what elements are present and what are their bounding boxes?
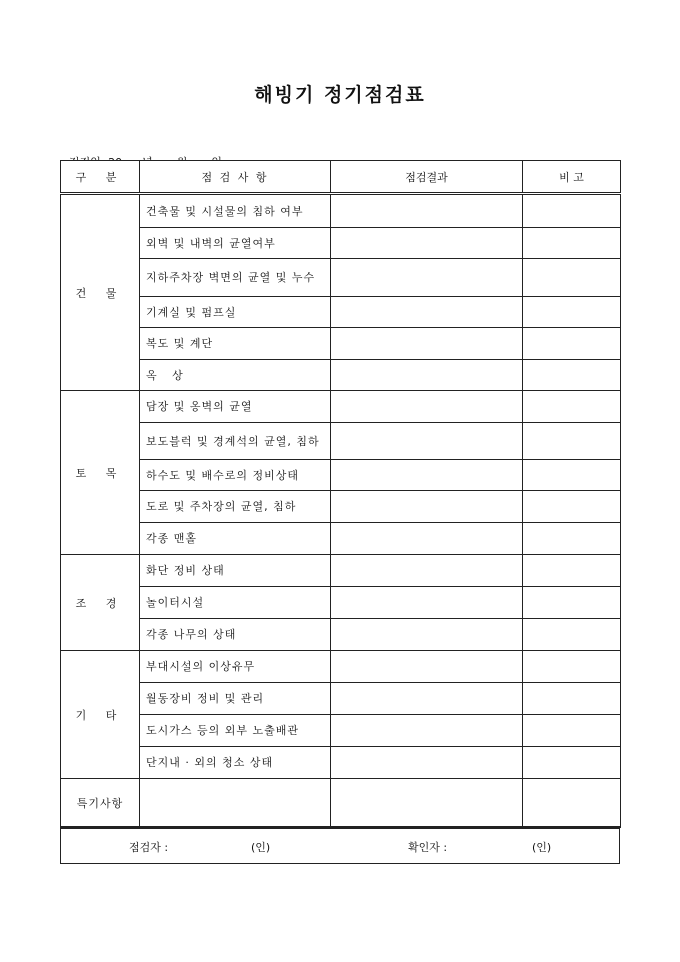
note-cell[interactable]	[523, 423, 621, 460]
special-notes-cell[interactable]	[331, 779, 523, 828]
note-cell[interactable]	[523, 259, 621, 297]
result-cell[interactable]	[331, 715, 523, 747]
check-item: 도시가스 등의 외부 노출배관	[140, 715, 331, 747]
check-item: 담장 및 옹벽의 균열	[140, 391, 331, 423]
table-row	[61, 391, 621, 423]
category-building: 건 물	[61, 194, 140, 391]
note-cell[interactable]	[523, 555, 621, 587]
special-notes-row	[61, 779, 621, 828]
special-notes-label: 특기사항	[61, 779, 140, 828]
inspection-table	[60, 160, 621, 828]
note-cell[interactable]	[523, 391, 621, 423]
check-item: 각종 맨홀	[140, 523, 331, 555]
table-row	[61, 587, 621, 619]
check-item: 기계실 및 펌프실	[140, 297, 331, 328]
page-title: 해빙기 정기점검표	[254, 84, 426, 106]
check-item: 단지내 · 외의 청소 상태	[140, 747, 331, 779]
category-civil: 토 목	[61, 391, 140, 555]
result-cell[interactable]	[331, 328, 523, 360]
check-item: 하수도 및 배수로의 정비상태	[140, 460, 331, 491]
note-cell[interactable]	[523, 491, 621, 523]
note-cell[interactable]	[523, 228, 621, 259]
result-cell[interactable]	[331, 683, 523, 715]
table-row	[61, 228, 621, 259]
note-cell[interactable]	[523, 747, 621, 779]
table-row	[61, 360, 621, 391]
note-cell[interactable]	[523, 360, 621, 391]
result-cell[interactable]	[331, 297, 523, 328]
check-item: 부대시설의 이상유무	[140, 651, 331, 683]
inspector-label: 점검자 :	[129, 841, 169, 854]
table-row	[61, 297, 621, 328]
table-row	[61, 423, 621, 460]
result-cell[interactable]	[331, 523, 523, 555]
table-row	[61, 715, 621, 747]
result-cell[interactable]	[331, 259, 523, 297]
table-row	[61, 194, 621, 228]
check-item: 도로 및 주차장의 균열, 침하	[140, 491, 331, 523]
note-cell[interactable]	[523, 194, 621, 228]
note-cell[interactable]	[523, 523, 621, 555]
table-row	[61, 259, 621, 297]
category-landscape: 조 경	[61, 555, 140, 651]
table-row	[61, 683, 621, 715]
header-category: 구 분	[61, 161, 140, 194]
check-item: 월동장비 정비 및 관리	[140, 683, 331, 715]
table-row	[61, 491, 621, 523]
header-note: 비 고	[523, 161, 621, 194]
check-item: 건축물 및 시설물의 침하 여부	[140, 194, 331, 228]
header-row	[61, 161, 621, 194]
result-cell[interactable]	[331, 423, 523, 460]
table-row	[61, 555, 621, 587]
note-cell[interactable]	[523, 715, 621, 747]
category-other: 기 타	[61, 651, 140, 779]
table-row	[61, 460, 621, 491]
note-cell[interactable]	[523, 651, 621, 683]
note-cell[interactable]	[523, 619, 621, 651]
special-notes-cell[interactable]	[523, 779, 621, 828]
check-item: 복도 및 계단	[140, 328, 331, 360]
result-cell[interactable]	[331, 747, 523, 779]
result-cell[interactable]	[331, 587, 523, 619]
table-row	[61, 328, 621, 360]
result-cell[interactable]	[331, 360, 523, 391]
result-cell[interactable]	[331, 194, 523, 228]
result-cell[interactable]	[331, 228, 523, 259]
result-cell[interactable]	[331, 491, 523, 523]
check-item: 놀이터시설	[140, 587, 331, 619]
result-cell[interactable]	[331, 391, 523, 423]
table-row	[61, 651, 621, 683]
header-item: 점 검 사 항	[140, 161, 331, 194]
note-cell[interactable]	[523, 297, 621, 328]
check-item: 각종 나무의 상태	[140, 619, 331, 651]
check-item: 보도블럭 및 경계석의 균열, 침하	[140, 423, 331, 460]
result-cell[interactable]	[331, 460, 523, 491]
note-cell[interactable]	[523, 460, 621, 491]
table-row	[61, 747, 621, 779]
result-cell[interactable]	[331, 555, 523, 587]
check-item: 외벽 및 내벽의 균열여부	[140, 228, 331, 259]
check-item: 화단 정비 상태	[140, 555, 331, 587]
signature-table	[60, 826, 620, 864]
note-cell[interactable]	[523, 328, 621, 360]
note-cell[interactable]	[523, 683, 621, 715]
special-notes-cell[interactable]	[140, 779, 331, 828]
header-result: 점검결과	[331, 161, 523, 194]
confirmer-seal[interactable]: (인)	[532, 841, 552, 854]
table-row	[61, 523, 621, 555]
note-cell[interactable]	[523, 587, 621, 619]
signature-row	[61, 829, 619, 863]
confirmer-label: 확인자 :	[408, 841, 448, 854]
table-row	[61, 619, 621, 651]
result-cell[interactable]	[331, 651, 523, 683]
result-cell[interactable]	[331, 619, 523, 651]
check-item: 옥 상	[140, 360, 331, 391]
check-item: 지하주차장 벽면의 균열 및 누수	[140, 259, 331, 297]
inspector-seal[interactable]: (인)	[251, 841, 271, 854]
